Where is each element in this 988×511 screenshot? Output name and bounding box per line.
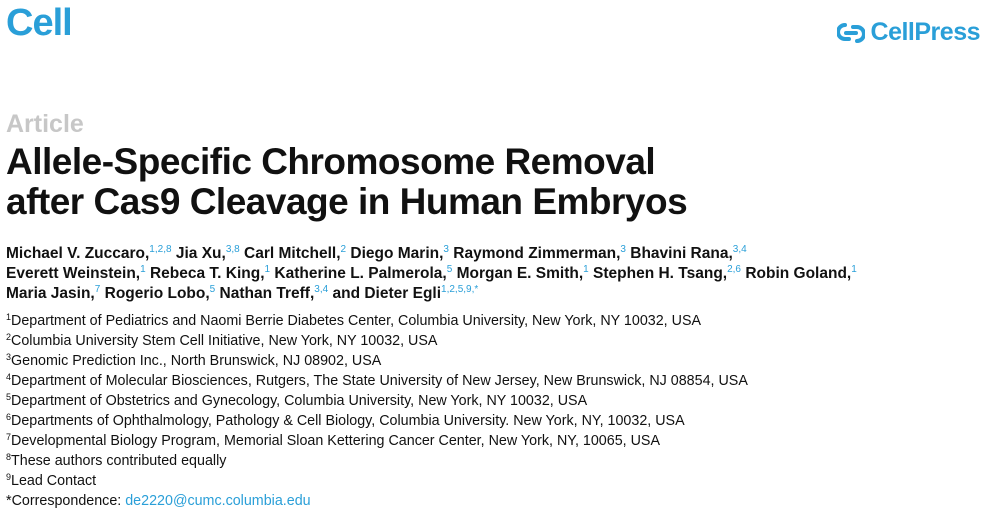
correspondence-email-link[interactable]: de2220@cumc.columbia.edu xyxy=(125,493,311,509)
affiliation-text: Department of Obstetrics and Gynecology, Columbia University, New York, NY 10032, USA xyxy=(11,393,588,409)
title-line: Allele-Specific Chromosome Removal xyxy=(6,141,656,182)
correspondence-label: *Correspondence: xyxy=(6,493,122,509)
author-name[interactable]: Raymond Zimmerman, xyxy=(453,245,621,262)
author-name[interactable]: and Dieter Egli xyxy=(332,285,442,302)
publisher-name: CellPress xyxy=(870,18,980,46)
article-type: Article xyxy=(6,110,84,138)
author-affil-mark: 5 xyxy=(209,284,216,295)
affiliation-item xyxy=(6,451,981,471)
affiliation-text: Department of Pediatrics and Naomi Berrie Diabetes Center, Columbia University, New York, NY 10032, USA xyxy=(11,313,702,329)
author-name[interactable]: Stephen H. Tsang, xyxy=(593,265,728,282)
author-line xyxy=(6,284,981,304)
author-name[interactable]: Maria Jasin, xyxy=(6,285,95,302)
affiliation-text: Department of Molecular Biosciences, Rutgers, The State University of New Jersey, New Brunswick, NJ 08854, USA xyxy=(11,373,748,389)
affiliation-mark: 3 xyxy=(6,352,12,362)
affiliation-mark: 4 xyxy=(6,372,12,382)
author-affil-mark: 3,4 xyxy=(732,244,747,255)
author-affil-mark: 7 xyxy=(94,284,101,295)
author-affil-mark: 1 xyxy=(583,264,589,275)
author-affil-mark: 3 xyxy=(443,244,449,255)
affiliation-text: Columbia University Stem Cell Initiative, New York, NY 10032, USA xyxy=(11,333,438,349)
affiliation-mark: 2 xyxy=(6,332,12,342)
author-name[interactable]: Bhavini Rana, xyxy=(630,245,733,262)
affiliation-text: Genomic Prediction Inc., North Brunswick, NJ 08902, USA xyxy=(11,353,382,369)
affiliation-text: Developmental Biology Program, Memorial Sloan Kettering Cancer Center, New York, NY, 10065, USA xyxy=(11,433,661,449)
author-affil-mark: 3,4 xyxy=(314,284,329,295)
author-affil-mark: 1 xyxy=(851,264,857,275)
affiliation-mark: 7 xyxy=(6,432,12,442)
author-name[interactable]: Rogerio Lobo, xyxy=(104,285,210,302)
title-line: after Cas9 Cleavage in Human Embryos xyxy=(6,181,688,222)
journal-logo: Cell xyxy=(6,2,72,44)
affiliation-item xyxy=(6,431,981,451)
affiliation-mark: 5 xyxy=(6,392,12,402)
affiliation-item xyxy=(6,371,981,391)
author-line xyxy=(6,244,981,264)
author-name[interactable]: Everett Weinstein, xyxy=(6,265,141,282)
author-affil-mark: 1 xyxy=(140,264,146,275)
author-name[interactable]: Nathan Treff, xyxy=(219,285,315,302)
author-affil-mark: 1,2,8 xyxy=(149,244,172,255)
affiliation-text: Lead Contact xyxy=(11,473,97,489)
affiliation-item xyxy=(6,471,981,491)
affiliation-mark: 6 xyxy=(6,412,12,422)
author-name[interactable]: Morgan E. Smith, xyxy=(456,265,584,282)
affiliation-mark: 8 xyxy=(6,452,12,462)
affiliation-list xyxy=(6,311,981,511)
author-name[interactable]: Jia Xu, xyxy=(175,245,226,262)
author-affil-mark: 2,6 xyxy=(727,264,741,275)
author-affil-mark: 3,8 xyxy=(225,244,240,255)
author-line xyxy=(6,264,981,284)
author-affil-mark: 3 xyxy=(620,244,626,255)
affiliation-item xyxy=(6,391,981,411)
article-title xyxy=(6,142,687,222)
correspondence xyxy=(6,491,981,511)
cellpress-logo-icon xyxy=(837,19,865,47)
author-affil-mark: 2 xyxy=(340,244,347,255)
affiliation-item xyxy=(6,331,981,351)
author-name[interactable]: Robin Goland, xyxy=(745,265,852,282)
author-affil-mark: 5 xyxy=(446,264,453,275)
author-affil-mark: 1 xyxy=(264,264,271,275)
author-name[interactable]: Michael V. Zuccaro, xyxy=(6,245,150,262)
author-list xyxy=(6,244,981,304)
publisher-logo xyxy=(837,18,980,47)
author-name[interactable]: Rebeca T. King, xyxy=(149,265,265,282)
affiliation-mark: 1 xyxy=(6,312,12,322)
affiliation-text: Departments of Ophthalmology, Pathology & Cell Biology, Columbia University. New York, NY, 10032, USA xyxy=(11,413,685,429)
affiliation-text: These authors contributed equally xyxy=(11,453,227,469)
author-name[interactable]: Katherine L. Palmerola, xyxy=(274,265,447,282)
author-name[interactable]: Carl Mitchell, xyxy=(244,245,341,262)
affiliation-mark: 9 xyxy=(6,472,12,482)
author-affil-mark: 1,2,5,9,* xyxy=(441,284,479,295)
author-name[interactable]: Diego Marin, xyxy=(350,245,444,262)
affiliation-item xyxy=(6,351,981,371)
affiliation-item xyxy=(6,411,981,431)
affiliation-item xyxy=(6,311,981,331)
